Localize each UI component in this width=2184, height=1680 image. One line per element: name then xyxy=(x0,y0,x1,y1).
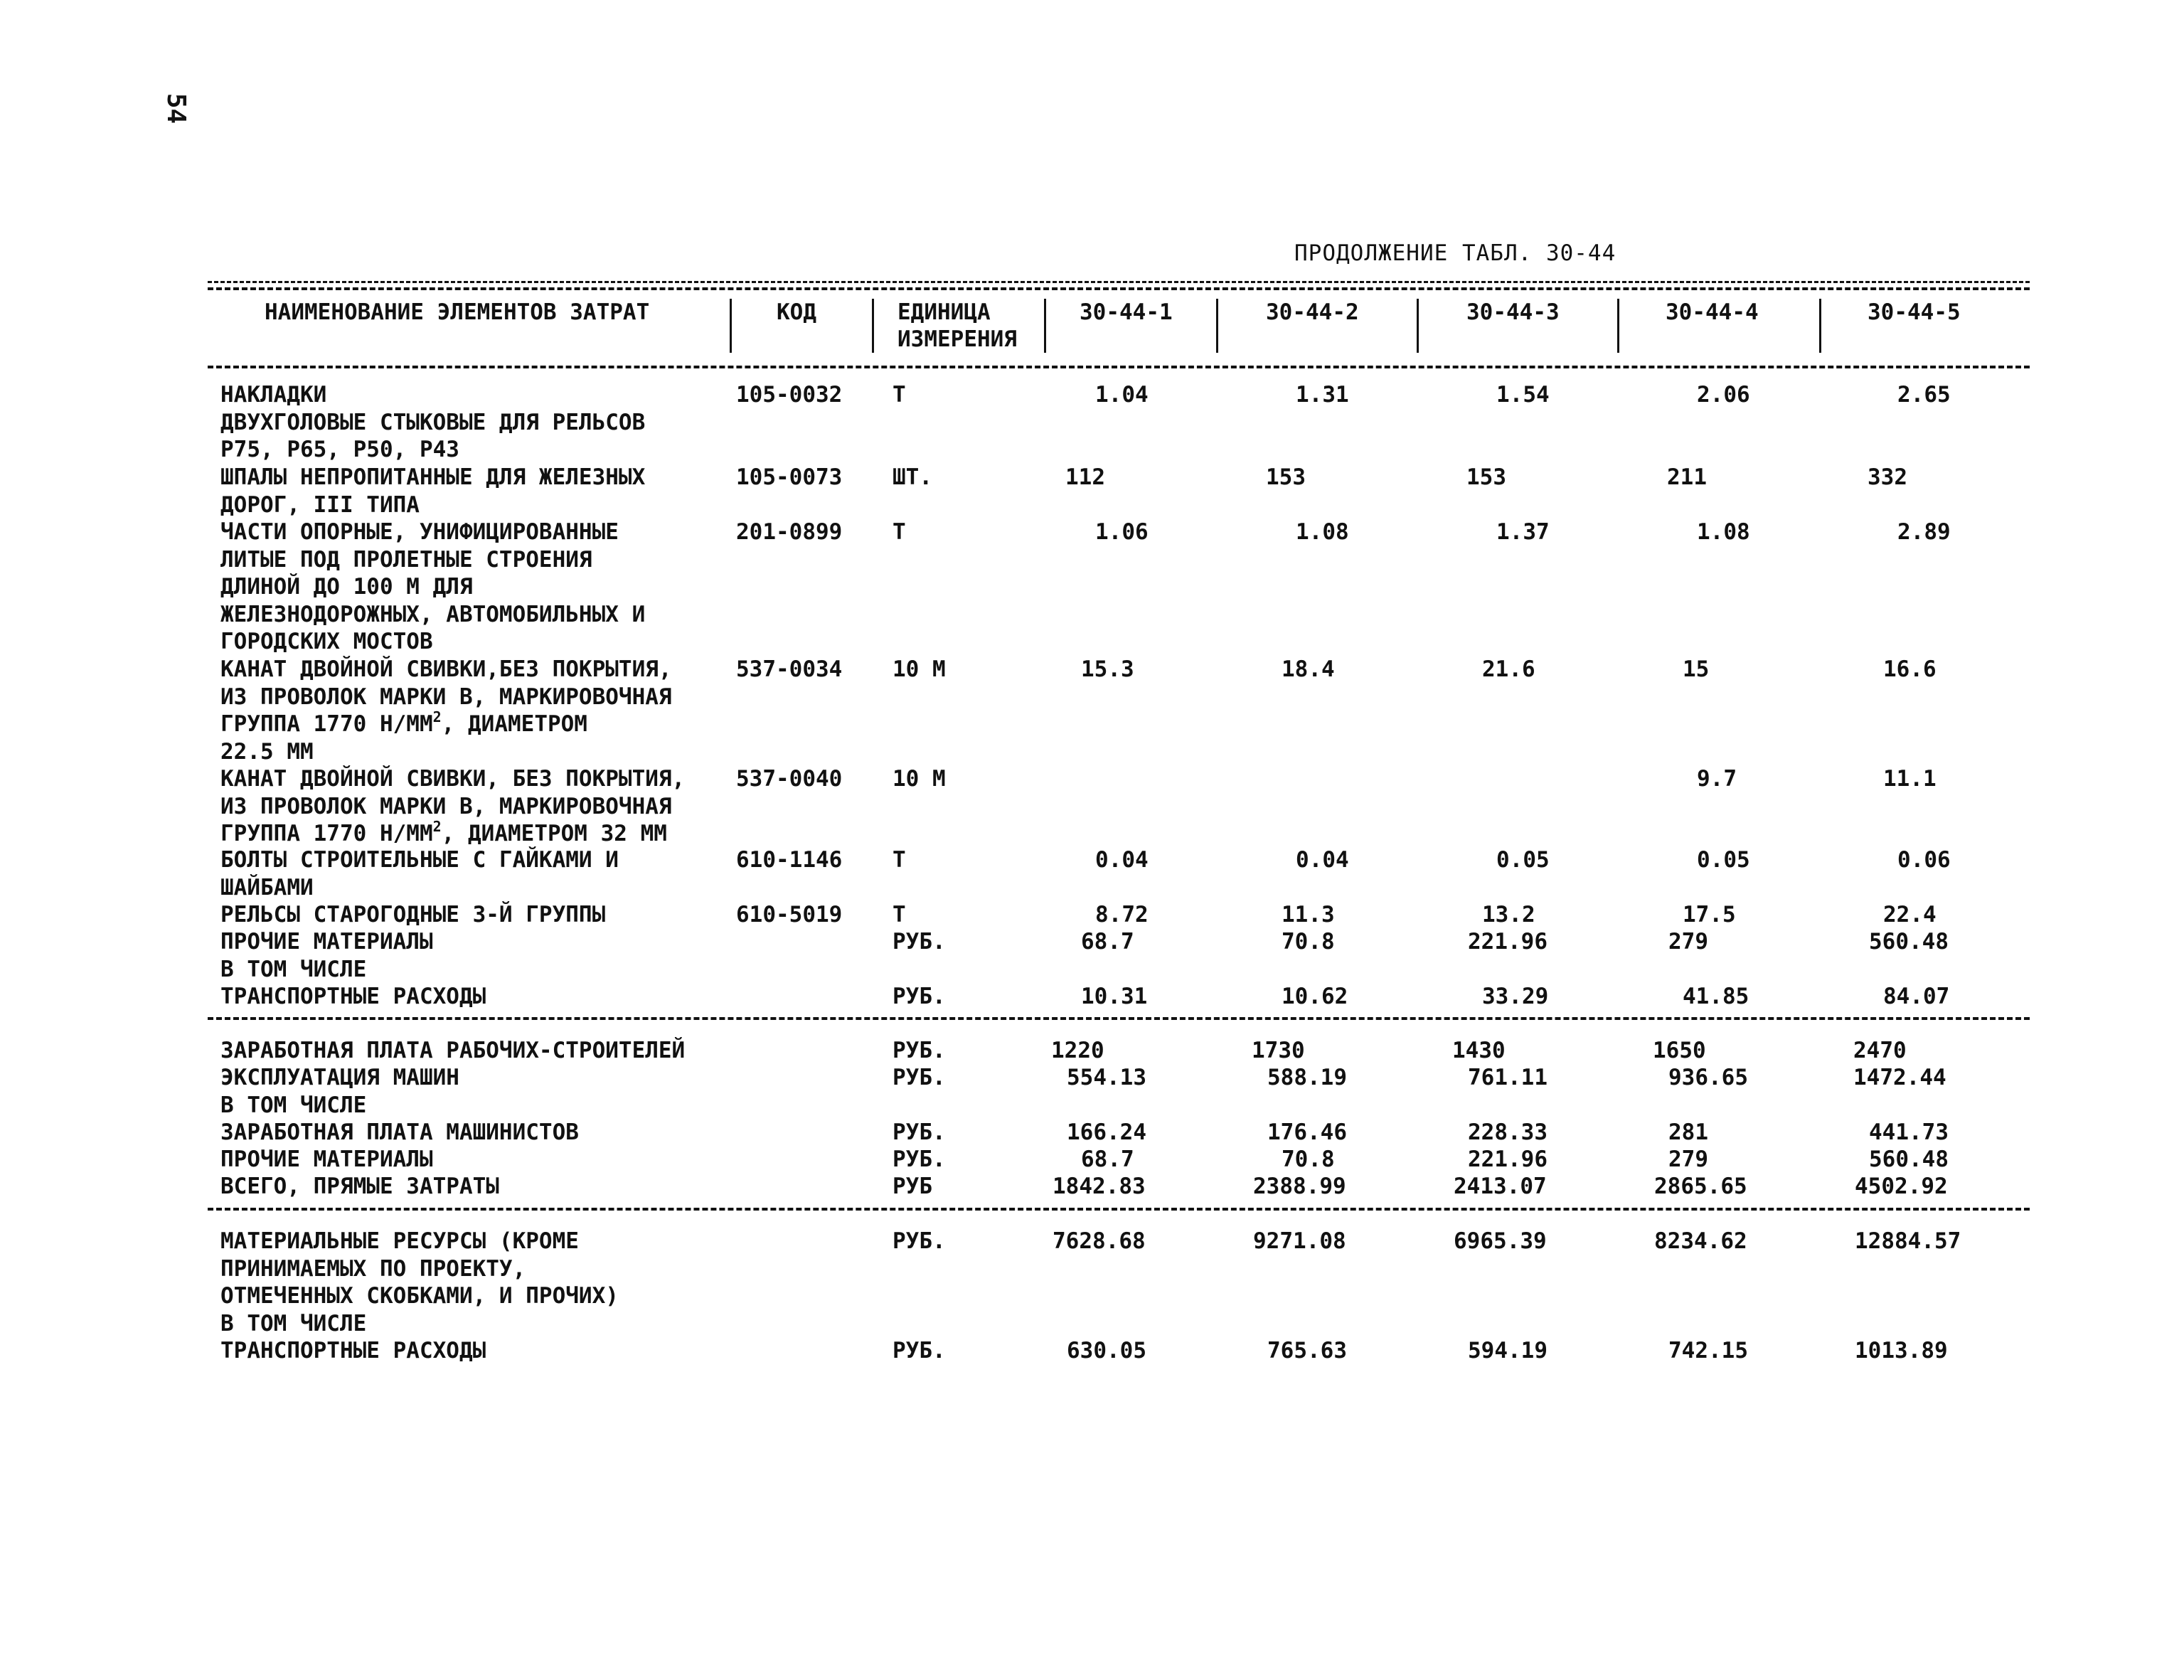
row-unit: РУБ. xyxy=(893,1147,946,1172)
row-name xyxy=(220,656,733,765)
row-name: ЗАРАБОТНАЯ ПЛАТА МАШИНИСТОВ xyxy=(220,1120,579,1145)
row-value-2: 70.8 xyxy=(1282,1147,1335,1172)
row-code: 537-0034 xyxy=(736,656,843,682)
row-value-2: 588.19 xyxy=(1267,1065,1347,1090)
header-name: НАИМЕНОВАНИЕ ЭЛЕМЕНТОВ ЗАТРАТ xyxy=(265,299,650,325)
row-value-5: 332 xyxy=(1868,464,1907,490)
row-value-4: 41.85 xyxy=(1683,984,1749,1009)
header-unit-line2: ИЗМЕРЕНИЯ xyxy=(897,326,1017,352)
row-value-2: 1.08 xyxy=(1296,519,1349,545)
row-name: ШПАЛЫ НЕПРОПИТАННЫЕ ДЛЯ ЖЕЛЕЗНЫХ ДОРОГ, III ТИПА xyxy=(220,464,646,518)
row-value-2: 9271.08 xyxy=(1253,1228,1346,1254)
header-separator xyxy=(1216,299,1218,353)
row-unit: Т xyxy=(893,902,906,927)
row-value-4: 17.5 xyxy=(1683,902,1736,927)
row-value-2: 176.46 xyxy=(1267,1120,1347,1145)
row-value-4: 936.65 xyxy=(1668,1065,1748,1090)
header-separator xyxy=(1044,299,1046,353)
row-code: 105-0032 xyxy=(736,382,843,408)
header-col-5: 30-44-5 xyxy=(1868,299,1961,325)
header-separator xyxy=(1617,299,1619,353)
row-value-4: 742.15 xyxy=(1668,1338,1748,1363)
row-value-2: 0.04 xyxy=(1296,847,1349,873)
row-name: ЧАСТИ ОПОРНЫЕ, УНИФИЦИРОВАННЫЕ ЛИТЫЕ ПОД ПРОЛЕТНЫЕ СТРОЕНИЯ ДЛИНОЙ ДО 100 М ДЛЯ ЖЕЛЕЗНОДОРОЖНЫХ, АВТОМОБИЛЬНЫХ И ГОРОДСКИХ МОСТОВ xyxy=(220,519,646,654)
row-code: 105-0073 xyxy=(736,464,843,490)
row-name: РЕЛЬСЫ СТАРОГОДНЫЕ 3-Й ГРУППЫ xyxy=(220,902,606,927)
row-value-2: 2388.99 xyxy=(1253,1174,1346,1199)
row-unit: Т xyxy=(893,519,906,545)
row-value-1: 68.7 xyxy=(1081,1147,1134,1172)
row-value-5: 2470 xyxy=(1853,1038,1907,1063)
row-value-5: 12884.57 xyxy=(1855,1228,1961,1254)
row-value-3: 21.6 xyxy=(1482,656,1535,682)
header-unit-line1: ЕДИНИЦА xyxy=(897,299,991,325)
header-separator xyxy=(1819,299,1821,353)
row-value-3: 221.96 xyxy=(1468,1147,1548,1172)
row-value-5: 560.48 xyxy=(1869,929,1949,955)
row-name: ПРОЧИЕ МАТЕРИАЛЫ xyxy=(220,1147,433,1172)
row-value-5: 441.73 xyxy=(1869,1120,1949,1145)
row-name: ВСЕГО, ПРЯМЫЕ ЗАТРАТЫ xyxy=(220,1174,499,1199)
row-value-5: 1013.89 xyxy=(1855,1338,1948,1363)
row-value-3: 153 xyxy=(1466,464,1506,490)
row-value-5: 84.07 xyxy=(1883,984,1950,1009)
row-unit: РУБ. xyxy=(893,929,946,955)
row-value-1: 1220 xyxy=(1051,1038,1104,1063)
row-value-3: 6965.39 xyxy=(1454,1228,1547,1254)
row-unit: РУБ. xyxy=(893,1065,946,1090)
row-value-2: 11.3 xyxy=(1282,902,1335,927)
row-value-3: 594.19 xyxy=(1468,1338,1548,1363)
row-name: ЗАРАБОТНАЯ ПЛАТА РАБОЧИХ-СТРОИТЕЛЕЙ xyxy=(220,1038,686,1063)
row-value-2: 153 xyxy=(1266,464,1306,490)
rule-header-bottom xyxy=(208,366,2030,368)
row-value-1: 1.06 xyxy=(1095,519,1149,545)
row-value-1: 8.72 xyxy=(1095,902,1149,927)
row-name xyxy=(220,765,733,848)
row-name-text: КАНАТ ДВОЙНОЙ СВИВКИ,БЕЗ ПОКРЫТИЯ, ИЗ ПРОВОЛОК МАРКИ В, МАРКИРОВОЧНАЯ ГРУППА 1770 Н/ММ xyxy=(220,656,672,737)
row-value-5: 11.1 xyxy=(1883,766,1937,792)
row-value-1: 15.3 xyxy=(1081,656,1134,682)
rule-top xyxy=(208,281,2030,283)
row-value-5: 560.48 xyxy=(1869,1147,1949,1172)
table-caption: ПРОДОЛЖЕНИЕ ТАБЛ. 30-44 xyxy=(1294,240,1616,266)
row-value-3: 2413.07 xyxy=(1454,1174,1547,1199)
row-name-text-end: , ДИАМЕТРОМ 32 ММ xyxy=(441,821,667,846)
row-value-3: 0.05 xyxy=(1496,847,1550,873)
row-name: ЭКСПЛУАТАЦИЯ МАШИН В ТОМ ЧИСЛЕ xyxy=(220,1065,459,1118)
row-value-4: 211 xyxy=(1667,464,1707,490)
row-name-text-end: , ДИАМЕТРОМ 22.5 ММ xyxy=(220,711,587,765)
header-col-1: 30-44-1 xyxy=(1080,299,1173,325)
row-value-4: 9.7 xyxy=(1697,766,1737,792)
row-unit: РУБ. xyxy=(893,1038,946,1063)
row-code: 201-0899 xyxy=(736,519,843,545)
row-value-3: 33.29 xyxy=(1482,984,1549,1009)
row-unit: Т xyxy=(893,382,906,408)
row-value-5: 22.4 xyxy=(1883,902,1937,927)
row-value-3: 1.37 xyxy=(1496,519,1550,545)
row-value-1: 112 xyxy=(1065,464,1105,490)
row-unit: РУБ xyxy=(893,1174,932,1199)
row-value-3: 13.2 xyxy=(1482,902,1535,927)
row-value-4: 281 xyxy=(1668,1120,1708,1145)
row-name: ТРАНСПОРТНЫЕ РАСХОДЫ xyxy=(220,984,486,1009)
row-value-1: 166.24 xyxy=(1067,1120,1146,1145)
row-value-1: 554.13 xyxy=(1067,1065,1146,1090)
row-value-2: 10.62 xyxy=(1282,984,1348,1009)
row-value-1: 7628.68 xyxy=(1053,1228,1146,1254)
row-unit: РУБ. xyxy=(893,1228,946,1254)
row-name: ТРАНСПОРТНЫЕ РАСХОДЫ xyxy=(220,1338,486,1363)
row-value-3: 1430 xyxy=(1452,1038,1506,1063)
row-value-4: 279 xyxy=(1668,1147,1708,1172)
row-value-5: 16.6 xyxy=(1883,656,1937,682)
header-separator xyxy=(1417,299,1419,353)
row-name: БОЛТЫ СТРОИТЕЛЬНЫЕ С ГАЙКАМИ И ШАЙБАМИ xyxy=(220,847,619,900)
row-code: 610-5019 xyxy=(736,902,843,927)
row-unit: РУБ. xyxy=(893,1120,946,1145)
row-value-4: 2865.65 xyxy=(1654,1174,1747,1199)
page-number: 54 xyxy=(161,92,191,124)
row-value-5: 2.65 xyxy=(1897,382,1951,408)
row-value-3: 761.11 xyxy=(1468,1065,1548,1090)
rule-section-1 xyxy=(208,1017,2030,1020)
rule-section-2 xyxy=(208,1208,2030,1211)
row-value-4: 15 xyxy=(1683,656,1710,682)
rule-top-2 xyxy=(208,287,2030,290)
header-col-3: 30-44-3 xyxy=(1466,299,1560,325)
row-value-5: 1472.44 xyxy=(1853,1065,1946,1090)
row-value-1: 68.7 xyxy=(1081,929,1134,955)
row-value-2: 1730 xyxy=(1252,1038,1305,1063)
row-value-2: 765.63 xyxy=(1267,1338,1347,1363)
row-value-2: 70.8 xyxy=(1282,929,1335,955)
row-value-5: 4502.92 xyxy=(1855,1174,1948,1199)
row-value-5: 0.06 xyxy=(1897,847,1951,873)
row-value-2: 1.31 xyxy=(1296,382,1349,408)
row-value-4: 8234.62 xyxy=(1654,1228,1747,1254)
row-unit: РУБ. xyxy=(893,1338,946,1363)
row-value-3: 228.33 xyxy=(1468,1120,1548,1145)
row-value-1: 630.05 xyxy=(1067,1338,1146,1363)
superscript: 2 xyxy=(432,818,442,835)
row-value-3: 221.96 xyxy=(1468,929,1548,955)
row-unit: 10 М xyxy=(893,656,946,682)
row-name: МАТЕРИАЛЬНЫЕ РЕСУРСЫ (КРОМЕ ПРИНИМАЕМЫХ ПО ПРОЕКТУ, ОТМЕЧЕННЫХ СКОБКАМИ, И ПРОЧИХ) В ТОМ ЧИСЛЕ xyxy=(220,1228,619,1336)
row-unit: 10 М xyxy=(893,766,946,792)
row-name-text: КАНАТ ДВОЙНОЙ СВИВКИ, БЕЗ ПОКРЫТИЯ, ИЗ ПРОВОЛОК МАРКИ В, МАРКИРОВОЧНАЯ ГРУППА 1770 Н/ММ xyxy=(220,766,686,846)
row-value-5: 2.89 xyxy=(1897,519,1951,545)
row-unit: РУБ. xyxy=(893,984,946,1009)
header-col-2: 30-44-2 xyxy=(1266,299,1359,325)
row-code: 537-0040 xyxy=(736,766,843,792)
row-code: 610-1146 xyxy=(736,847,843,873)
row-unit: ШТ. xyxy=(893,464,932,490)
row-unit: Т xyxy=(893,847,906,873)
header-col-4: 30-44-4 xyxy=(1666,299,1759,325)
row-value-4: 0.05 xyxy=(1697,847,1750,873)
row-value-3: 1.54 xyxy=(1496,382,1550,408)
header-separator xyxy=(872,299,874,353)
row-value-4: 1650 xyxy=(1653,1038,1706,1063)
header-code: КОД xyxy=(777,299,816,325)
row-value-1: 10.31 xyxy=(1081,984,1148,1009)
row-value-4: 2.06 xyxy=(1697,382,1750,408)
row-value-1: 1.04 xyxy=(1095,382,1149,408)
row-value-1: 1842.83 xyxy=(1053,1174,1146,1199)
superscript: 2 xyxy=(432,708,442,725)
row-name: ПРОЧИЕ МАТЕРИАЛЫ В ТОМ ЧИСЛЕ xyxy=(220,929,433,982)
row-value-4: 279 xyxy=(1668,929,1708,955)
header-separator xyxy=(730,299,732,353)
row-value-4: 1.08 xyxy=(1697,519,1750,545)
row-value-2: 18.4 xyxy=(1282,656,1335,682)
row-name: НАКЛАДКИ ДВУХГОЛОВЫЕ СТЫКОВЫЕ ДЛЯ РЕЛЬСОВ Р75, Р65, Р50, Р43 xyxy=(220,382,646,462)
row-value-1: 0.04 xyxy=(1095,847,1149,873)
